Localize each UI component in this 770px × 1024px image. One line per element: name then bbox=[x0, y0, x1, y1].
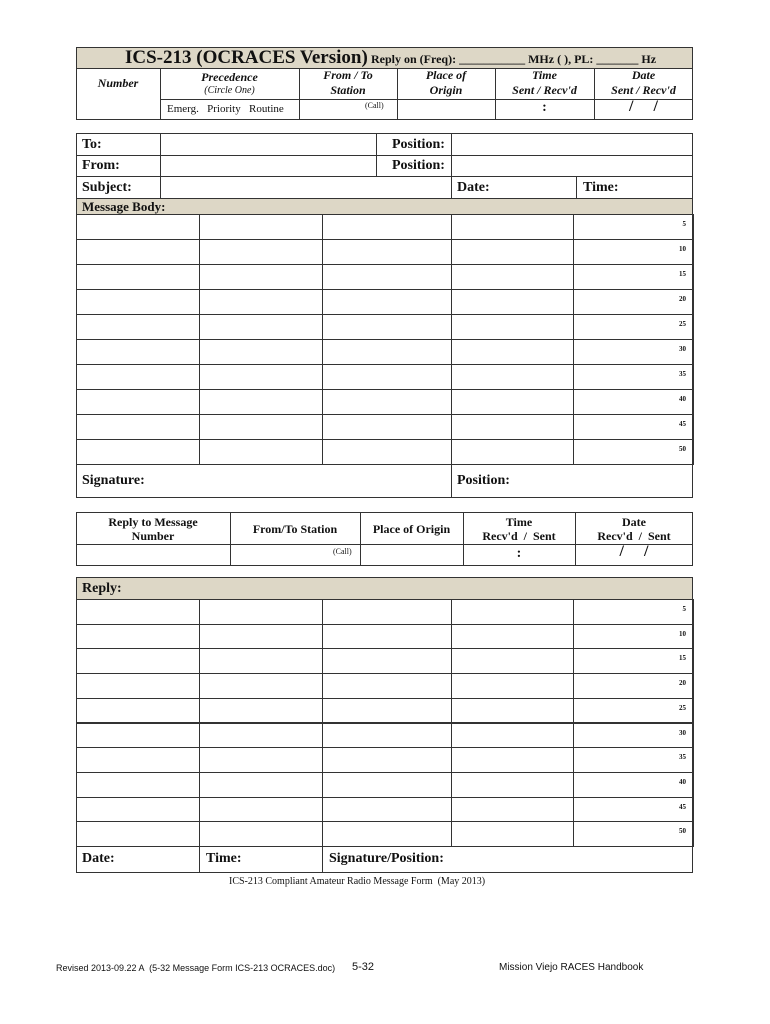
word-cell[interactable] bbox=[199, 264, 323, 290]
word-cell[interactable] bbox=[573, 214, 694, 240]
word-cell[interactable] bbox=[451, 747, 574, 773]
word-cell[interactable] bbox=[451, 239, 574, 265]
to-position-label: Position: bbox=[392, 137, 445, 152]
word-cell[interactable] bbox=[573, 289, 694, 315]
reply-date-sub-label: Recv'd / Sent bbox=[597, 529, 671, 543]
word-cell[interactable] bbox=[199, 797, 323, 823]
word-count-number: 5 bbox=[682, 220, 686, 228]
word-cell[interactable] bbox=[76, 339, 200, 365]
word-count-number: 35 bbox=[679, 753, 686, 762]
col-divider bbox=[322, 846, 323, 873]
word-cell[interactable] bbox=[573, 339, 694, 365]
word-cell[interactable] bbox=[199, 414, 323, 440]
word-cell[interactable] bbox=[451, 414, 574, 440]
word-cell[interactable] bbox=[573, 673, 694, 699]
word-cell[interactable] bbox=[76, 439, 200, 465]
reply-time-field[interactable]: : bbox=[516, 546, 522, 561]
word-cell[interactable] bbox=[199, 624, 323, 650]
word-cell[interactable] bbox=[322, 747, 452, 773]
word-cell[interactable] bbox=[322, 624, 452, 650]
word-cell[interactable] bbox=[451, 289, 574, 315]
reply-place-label: Place of Origin bbox=[372, 522, 451, 536]
number-field[interactable] bbox=[77, 100, 160, 119]
word-count-number: 30 bbox=[679, 345, 686, 353]
word-count-number: 20 bbox=[679, 295, 686, 303]
col-divider bbox=[576, 176, 577, 198]
reply-call-hint: (Call) bbox=[333, 547, 352, 556]
place-of-origin-field[interactable] bbox=[398, 100, 495, 119]
word-cell[interactable] bbox=[573, 747, 694, 773]
signature-position-label: Position: bbox=[457, 473, 510, 488]
reply-label: Reply: bbox=[82, 581, 122, 596]
word-cell[interactable] bbox=[76, 698, 200, 724]
word-cell[interactable] bbox=[199, 599, 323, 625]
word-cell[interactable] bbox=[322, 314, 452, 340]
word-cell[interactable] bbox=[451, 389, 574, 415]
from-to-column-label: From / To bbox=[323, 68, 373, 82]
word-count-number: 15 bbox=[679, 270, 686, 278]
word-cell[interactable] bbox=[76, 599, 200, 625]
word-cell[interactable] bbox=[573, 414, 694, 440]
word-cell[interactable] bbox=[573, 648, 694, 674]
form-title: ICS-213 (OCRACES Version) bbox=[125, 47, 368, 68]
word-cell[interactable] bbox=[322, 414, 452, 440]
word-count-number: 40 bbox=[679, 395, 686, 403]
word-cell[interactable] bbox=[76, 314, 200, 340]
form-caption: ICS-213 Compliant Amateur Radio Message Form (May 2013) bbox=[229, 876, 486, 887]
word-cell[interactable] bbox=[322, 698, 452, 724]
reply-number-label: Reply to Message bbox=[108, 515, 198, 529]
handbook-title: Mission Viejo RACES Handbook bbox=[499, 962, 644, 973]
time-sent-recvd-label: Sent / Recv'd bbox=[512, 83, 577, 97]
reply-time-sub-label: Recv'd / Sent bbox=[482, 529, 556, 543]
precedence-circle-hint: (Circle One) bbox=[204, 85, 255, 96]
reply-number-sub-label: Number bbox=[131, 529, 175, 543]
word-count-number: 35 bbox=[679, 370, 686, 378]
word-cell[interactable] bbox=[451, 673, 574, 699]
word-cell[interactable] bbox=[199, 439, 323, 465]
word-cell[interactable] bbox=[451, 364, 574, 390]
reply-number-field[interactable] bbox=[77, 545, 230, 565]
subject-label: Subject: bbox=[82, 180, 132, 195]
word-cell[interactable] bbox=[573, 364, 694, 390]
word-cell[interactable] bbox=[76, 389, 200, 415]
precedence-options[interactable]: Emerg. Priority Routine bbox=[167, 103, 284, 115]
word-cell[interactable] bbox=[76, 624, 200, 650]
word-cell[interactable] bbox=[573, 797, 694, 823]
word-count-number: 40 bbox=[679, 777, 686, 786]
row-divider bbox=[76, 846, 693, 847]
word-cell[interactable] bbox=[76, 289, 200, 315]
time-label: Time: bbox=[583, 180, 619, 195]
station-column-label: Station bbox=[330, 83, 366, 97]
time-field[interactable]: : bbox=[542, 100, 547, 115]
col-divider bbox=[376, 133, 377, 176]
word-cell[interactable] bbox=[322, 364, 452, 390]
word-cell[interactable] bbox=[573, 772, 694, 798]
word-cell[interactable] bbox=[76, 414, 200, 440]
word-cell[interactable] bbox=[322, 439, 452, 465]
word-cell[interactable] bbox=[451, 314, 574, 340]
message-body-bar bbox=[77, 199, 692, 214]
reply-date-label: Date bbox=[622, 515, 646, 529]
date-label: Date: bbox=[457, 180, 490, 195]
word-cell[interactable] bbox=[451, 264, 574, 290]
word-cell[interactable] bbox=[573, 624, 694, 650]
date-field[interactable]: / / bbox=[629, 98, 658, 115]
page-number: 5-32 bbox=[352, 961, 375, 973]
word-count-number: 10 bbox=[679, 245, 686, 253]
col-divider bbox=[451, 464, 452, 498]
word-cell[interactable] bbox=[199, 723, 323, 749]
precedence-column-label: Precedence bbox=[201, 70, 258, 84]
from-to-station-field[interactable] bbox=[300, 100, 397, 119]
word-cell[interactable] bbox=[451, 772, 574, 798]
subject-field[interactable] bbox=[161, 177, 451, 198]
word-cell[interactable] bbox=[322, 289, 452, 315]
word-cell[interactable] bbox=[573, 821, 694, 847]
word-cell[interactable] bbox=[451, 698, 574, 724]
word-cell[interactable] bbox=[199, 289, 323, 315]
reply-time-label: Time bbox=[505, 515, 533, 529]
word-cell[interactable] bbox=[451, 339, 574, 365]
word-cell[interactable] bbox=[322, 648, 452, 674]
word-cell[interactable] bbox=[322, 239, 452, 265]
word-cell[interactable] bbox=[199, 214, 323, 240]
word-cell[interactable] bbox=[322, 599, 452, 625]
reply-from-to-label: From/To Station bbox=[252, 522, 338, 536]
word-cell[interactable] bbox=[322, 821, 452, 847]
word-cell[interactable] bbox=[322, 673, 452, 699]
reply-date-field[interactable]: / / bbox=[619, 543, 649, 560]
word-cell[interactable] bbox=[76, 648, 200, 674]
word-cell[interactable] bbox=[322, 389, 452, 415]
word-cell[interactable] bbox=[76, 673, 200, 699]
number-column-label: Number bbox=[97, 76, 139, 90]
from-label: From: bbox=[82, 158, 120, 173]
to-label: To: bbox=[82, 137, 102, 152]
word-cell[interactable] bbox=[199, 673, 323, 699]
message-body-label: Message Body: bbox=[82, 199, 166, 214]
reply-body-grid[interactable] bbox=[76, 599, 693, 846]
word-cell[interactable] bbox=[573, 439, 694, 465]
origin-column-label: Origin bbox=[429, 83, 463, 97]
word-cell[interactable] bbox=[199, 239, 323, 265]
word-cell[interactable] bbox=[199, 389, 323, 415]
word-cell[interactable] bbox=[76, 364, 200, 390]
word-cell[interactable] bbox=[451, 723, 574, 749]
word-cell[interactable] bbox=[322, 214, 452, 240]
word-cell[interactable] bbox=[573, 389, 694, 415]
date-column-label: Date bbox=[631, 68, 656, 82]
word-cell[interactable] bbox=[573, 723, 694, 749]
word-cell[interactable] bbox=[451, 214, 574, 240]
to-field[interactable] bbox=[161, 134, 376, 155]
word-cell[interactable] bbox=[199, 339, 323, 365]
word-count-number: 10 bbox=[679, 629, 686, 638]
word-cell[interactable] bbox=[573, 264, 694, 290]
from-position-field[interactable] bbox=[452, 156, 692, 176]
word-cell[interactable] bbox=[199, 698, 323, 724]
word-cell[interactable] bbox=[199, 772, 323, 798]
reply-from-to-field[interactable] bbox=[231, 545, 360, 565]
word-cell[interactable] bbox=[451, 624, 574, 650]
word-cell[interactable] bbox=[199, 364, 323, 390]
word-cell[interactable] bbox=[322, 797, 452, 823]
signature-field[interactable] bbox=[160, 465, 450, 497]
word-cell[interactable] bbox=[573, 239, 694, 265]
signature-label: Signature: bbox=[82, 473, 145, 488]
reply-time-label-bottom: Time: bbox=[206, 851, 242, 866]
date-sent-recvd-label: Sent / Recv'd bbox=[611, 83, 676, 97]
call-hint: (Call) bbox=[365, 101, 384, 110]
reply-signature-label: Signature/Position: bbox=[329, 851, 444, 866]
reply-date-label-bottom: Date: bbox=[82, 851, 115, 866]
word-count-number: 30 bbox=[679, 728, 686, 737]
word-cell[interactable] bbox=[199, 314, 323, 340]
word-cell[interactable] bbox=[451, 648, 574, 674]
word-cell[interactable] bbox=[451, 439, 574, 465]
word-count-number: 45 bbox=[679, 420, 686, 428]
word-count-number: 50 bbox=[679, 827, 686, 836]
time-column-label: Time bbox=[532, 68, 557, 82]
word-cell[interactable] bbox=[322, 723, 452, 749]
word-count-number: 20 bbox=[679, 679, 686, 688]
word-count-number: 5 bbox=[682, 605, 686, 613]
to-position-field[interactable] bbox=[452, 134, 692, 155]
word-cell[interactable] bbox=[76, 239, 200, 265]
word-cell[interactable] bbox=[76, 821, 200, 847]
reply-frequency: Reply on (Freq): ___________ MHz ( ), PL: _______ Hz bbox=[371, 52, 657, 66]
from-field[interactable] bbox=[161, 156, 376, 176]
word-cell[interactable] bbox=[573, 599, 694, 625]
word-count-number: 25 bbox=[679, 703, 686, 712]
word-cell[interactable] bbox=[76, 797, 200, 823]
word-cell[interactable] bbox=[322, 264, 452, 290]
word-cell[interactable] bbox=[451, 797, 574, 823]
word-cell[interactable] bbox=[76, 747, 200, 773]
word-cell[interactable] bbox=[199, 648, 323, 674]
from-position-label: Position: bbox=[392, 158, 445, 173]
word-count-number: 50 bbox=[679, 445, 686, 453]
word-count-number: 15 bbox=[679, 654, 686, 663]
word-cell[interactable] bbox=[76, 264, 200, 290]
word-cell[interactable] bbox=[573, 314, 694, 340]
message-body-grid[interactable] bbox=[76, 214, 693, 464]
word-count-number: 45 bbox=[679, 802, 686, 811]
word-cell[interactable] bbox=[451, 821, 574, 847]
word-cell[interactable] bbox=[322, 339, 452, 365]
word-cell[interactable] bbox=[76, 723, 200, 749]
word-count-number: 25 bbox=[679, 320, 686, 328]
word-cell[interactable] bbox=[76, 772, 200, 798]
word-cell[interactable] bbox=[573, 698, 694, 724]
word-cell[interactable] bbox=[199, 821, 323, 847]
word-cell[interactable] bbox=[199, 747, 323, 773]
reply-bar bbox=[77, 578, 692, 599]
word-cell[interactable] bbox=[451, 599, 574, 625]
word-cell[interactable] bbox=[322, 772, 452, 798]
word-cell[interactable] bbox=[76, 214, 200, 240]
col-divider bbox=[199, 846, 200, 873]
revision-note: Revised 2013-09.22 A (5-32 Message Form ICS-213 OCRACES.doc) bbox=[56, 963, 336, 973]
reply-place-field[interactable] bbox=[361, 545, 463, 565]
place-column-label: Place of bbox=[425, 68, 467, 82]
